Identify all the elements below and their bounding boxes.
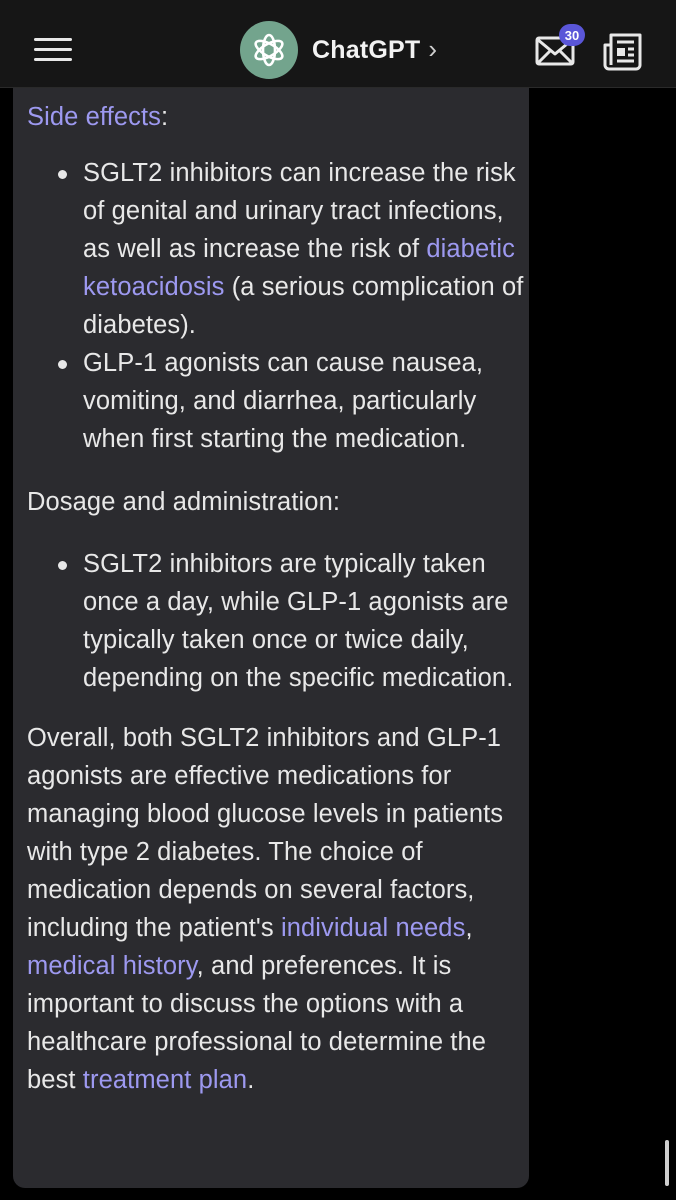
unread-count-badge: 30	[559, 24, 585, 46]
list-item: SGLT2 inhibitors can increase the risk of genital and urinary tract infections, as well as increase the risk of diabetic ketoacidosis (a serious complication of diabetes).	[83, 154, 527, 344]
hamburger-menu-icon	[34, 48, 72, 51]
hamburger-menu-icon	[34, 58, 72, 61]
scrollbar-thumb[interactable]	[665, 1140, 669, 1186]
chevron-right-icon: ›	[428, 34, 438, 64]
dosage-heading: Dosage and administration:	[27, 488, 341, 516]
list-item: SGLT2 inhibitors are typically taken once a day, while GLP-1 agonists are typically taken once or twice daily, depending on the specific medication.	[83, 545, 527, 697]
side-effects-link[interactable]: Side effects	[27, 103, 161, 131]
openai-logo-icon	[240, 21, 298, 79]
treatment-plan-link[interactable]: treatment plan	[82, 1066, 248, 1094]
individual-needs-link[interactable]: individual needs	[280, 914, 466, 942]
chat-title-button[interactable]	[240, 20, 437, 80]
newspaper-icon	[602, 31, 644, 71]
dosage-list	[27, 545, 527, 697]
medical-history-link[interactable]: medical history	[27, 952, 197, 980]
overall-paragraph: Overall, both SGLT2 inhibitors and GLP-1 agonists are effective medications for managing blood glucose levels in patients with type 2 diabetes. The choice of medication depends on several factors, including the patient's individual needs, medical history, and preferences. It is important to discuss the options with a healthcare professional to determine the best treatment plan.	[27, 724, 504, 1094]
side-effects-heading: Side effects:	[27, 103, 169, 131]
menu-button[interactable]	[34, 32, 74, 66]
hamburger-menu-icon	[34, 38, 72, 41]
diabetic-ketoacidosis-link[interactable]: diabetic ketoacidosis	[83, 235, 516, 301]
side-effects-list	[27, 154, 527, 458]
news-button[interactable]	[602, 31, 644, 71]
list-item: GLP-1 agonists can cause nausea, vomiting, and diarrhea, particularly when first starting the medication.	[83, 344, 527, 458]
app-title: ChatGPT	[312, 35, 421, 64]
assistant-message-text	[27, 98, 527, 1099]
top-bar	[0, 0, 676, 88]
